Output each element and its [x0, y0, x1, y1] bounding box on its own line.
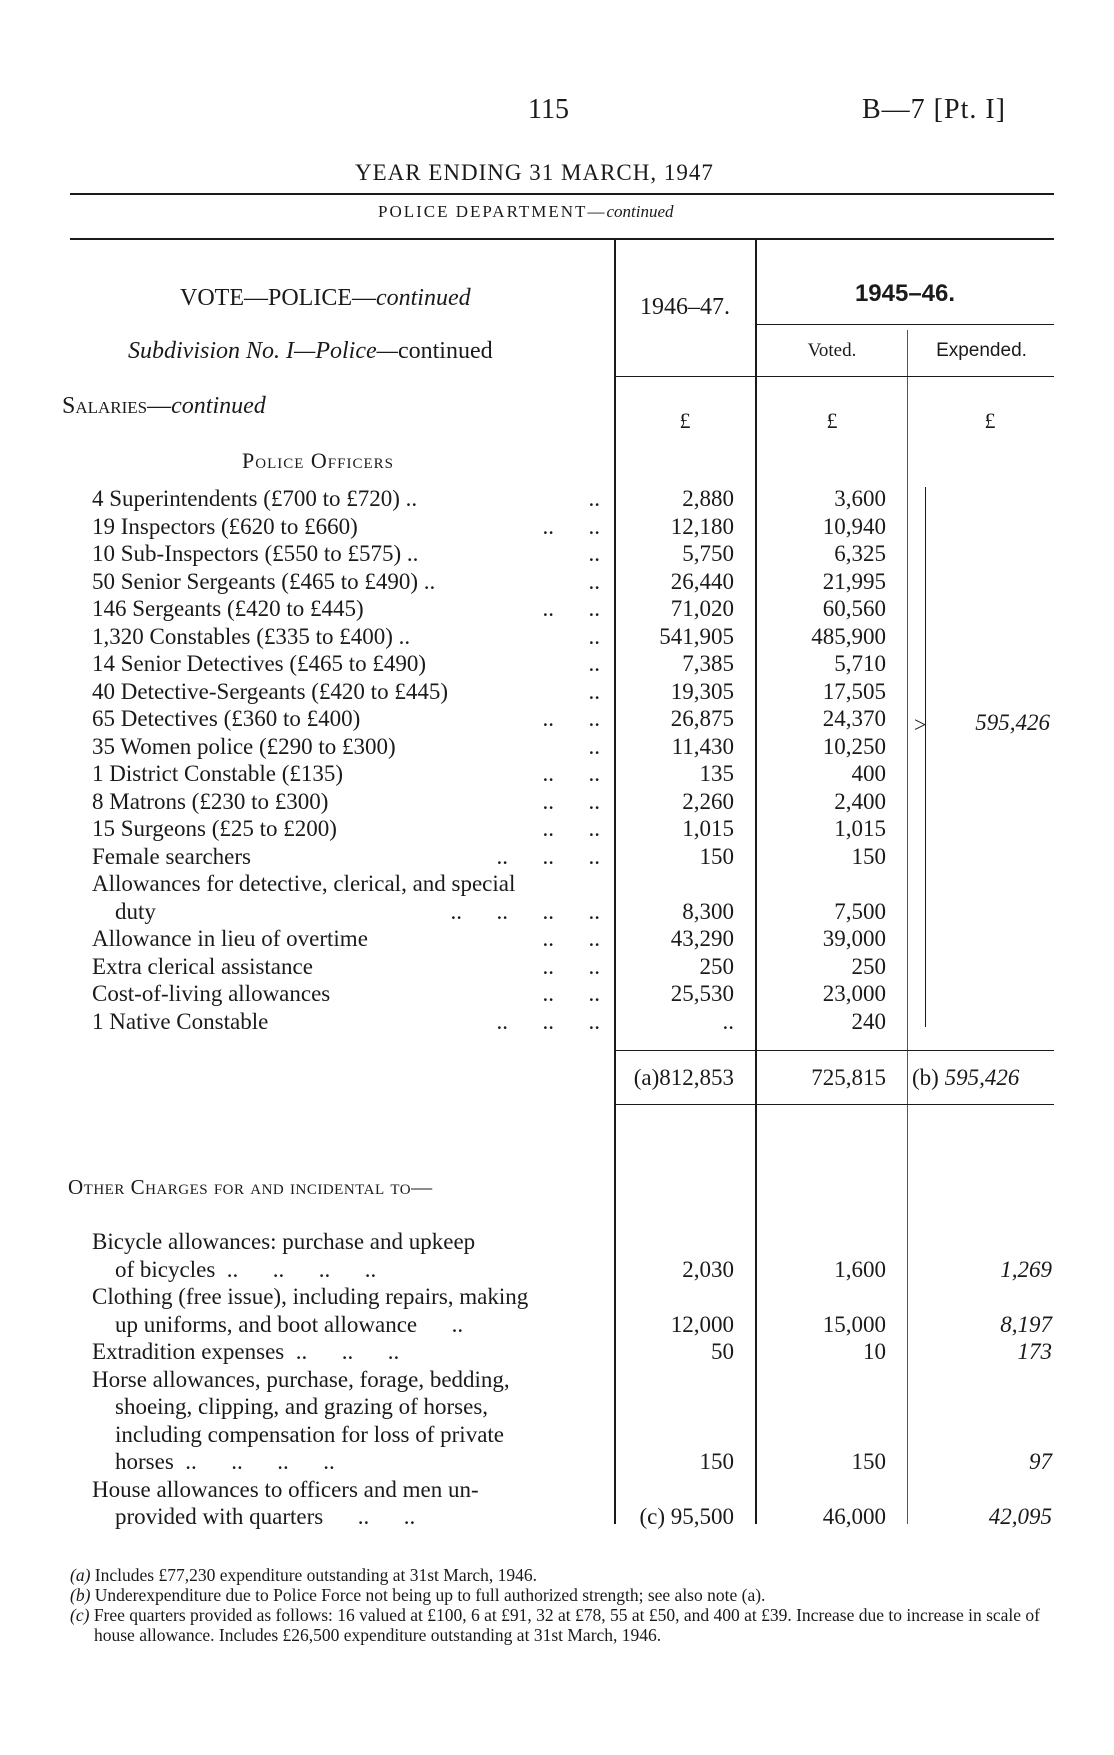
header-rule [614, 376, 1054, 377]
salary-1946-47: 150 [699, 844, 734, 869]
salary-1946-47: 541,905 [659, 624, 734, 649]
salary-1946-47: 250 [699, 954, 734, 979]
leader-dots: .. .. [542, 514, 600, 539]
other-voted: 10 [863, 1339, 886, 1364]
salary-1946-47: 2,880 [682, 486, 734, 511]
other-expended: 1,269 [1000, 1257, 1052, 1282]
group-rule [756, 324, 1054, 325]
salary-row-label: 50 Senior Sergeants (£465 to £490) .. [92, 569, 436, 594]
salary-row-label: Allowance in lieu of overtime [92, 926, 368, 951]
other-1946-47: (c) 95,500 [639, 1504, 734, 1529]
salary-row-label: 4 Superintendents (£700 to £720) .. [92, 486, 418, 511]
salary-row-label: Female searchers [92, 844, 252, 869]
salary-voted: 400 [851, 761, 886, 786]
salary-voted: 6,325 [834, 541, 886, 566]
police-officers-subheading: Police Officers [242, 448, 394, 473]
department-rule [70, 238, 1054, 240]
leader-dots: .. .. [542, 926, 600, 951]
salary-1946-47: 43,290 [670, 926, 734, 951]
total-expended [912, 1065, 1019, 1091]
leader-dots: .. .. .. .. [450, 899, 600, 924]
other-1946-47: 150 [699, 1449, 734, 1474]
other-charge-label: shoeing, clipping, and grazing of horses, [115, 1394, 489, 1419]
total-rule-top [614, 1050, 1054, 1051]
leader-dots: .. .. [542, 789, 600, 814]
footnote-mark: (b) [70, 1585, 91, 1605]
salary-1946-47: 135 [699, 761, 734, 786]
title-rule [70, 193, 1054, 195]
document-reference: B—7 [Pt. I] [862, 94, 1006, 125]
currency-col2: £ [826, 408, 838, 433]
salary-row-label: Extra clerical assistance [92, 954, 313, 979]
leader-dots: .. .. .. [496, 1009, 600, 1034]
currency-col3: £ [984, 408, 996, 433]
other-expended: 173 [1017, 1339, 1052, 1364]
column-voted: Voted. [807, 340, 857, 361]
total-rule-bottom [614, 1104, 1054, 1105]
salary-voted: 2,400 [834, 789, 886, 814]
other-charge-label: Horse allowances, purchase, forage, bedding, [92, 1367, 510, 1392]
other-charge-label: including compensation for loss of private [115, 1422, 505, 1447]
salary-1946-47: 1,015 [682, 816, 734, 841]
salary-voted: 485,900 [811, 624, 886, 649]
other-voted: 46,000 [822, 1504, 886, 1529]
bracket-expended-value: 595,426 [975, 710, 1050, 735]
salary-row-label: 65 Detectives (£360 to £400) [92, 706, 361, 731]
leader-dots: .. .. [542, 981, 600, 1006]
salary-voted: 3,600 [834, 486, 886, 511]
salary-1946-47: 71,020 [670, 596, 734, 621]
salary-voted: 240 [851, 1009, 886, 1034]
salary-row-label: duty [115, 899, 156, 924]
leader-dots: .. .. [542, 596, 600, 621]
leader-dots: .. [588, 486, 600, 511]
salary-1946-47: 26,875 [670, 706, 734, 731]
salary-voted: 1,015 [834, 816, 886, 841]
leader-dots: .. [588, 679, 600, 704]
salary-1946-47: 26,440 [670, 569, 734, 594]
salary-voted: 21,995 [822, 569, 886, 594]
total-expended-note: (b) [912, 1065, 939, 1090]
other-expended: 8,197 [1000, 1312, 1052, 1337]
salary-voted: 10,250 [822, 734, 886, 759]
salary-1946-47: 2,260 [682, 789, 734, 814]
other-1946-47: 50 [711, 1339, 734, 1364]
salary-row-label: 19 Inspectors (£620 to £660) [92, 514, 358, 539]
salary-row-label: 1 Native Constable [92, 1009, 269, 1034]
department-main: POLICE DEPARTMENT— [378, 202, 607, 221]
salary-row-label: 1 District Constable (£135) [92, 761, 344, 786]
other-expended: 42,095 [988, 1504, 1052, 1529]
salary-voted: 24,370 [822, 706, 886, 731]
column-1945-46: 1945–46. [854, 280, 956, 307]
salary-voted: 7,500 [834, 899, 886, 924]
salary-row-label: 35 Women police (£290 to £300) [92, 734, 396, 759]
footnote-text: Underexpenditure due to Police Force not being up to full authorized strength; see also note (a). [94, 1585, 766, 1605]
salary-row-label: 8 Matrons (£230 to £300) [92, 789, 329, 814]
salary-1946-47: 19,305 [670, 679, 734, 704]
running-title: YEAR ENDING 31 MARCH, 1947 [355, 160, 714, 185]
other-charge-label: of bicycles .. .. .. .. [115, 1257, 377, 1282]
table-rule-right [907, 330, 908, 1524]
salary-row-label: 40 Detective-Sergeants (£420 to £445) [92, 679, 448, 704]
leader-dots: .. [588, 569, 600, 594]
other-charge-label: House allowances to officers and men un- [92, 1477, 479, 1502]
other-voted: 1,600 [834, 1257, 886, 1282]
subdivision-prefix: Subdivision No. I—Police— [128, 338, 398, 364]
salary-1946-47: 12,180 [670, 514, 734, 539]
subdivision-title [128, 338, 493, 365]
salary-1946-47: 7,385 [682, 651, 734, 676]
salary-1946-47: 8,300 [682, 899, 734, 924]
footnote-mark: (a) [70, 1565, 91, 1585]
department-continued: continued [606, 202, 674, 221]
currency-col1: £ [679, 408, 691, 433]
salaries-heading [62, 393, 266, 420]
other-charge-label: up uniforms, and boot allowance .. [115, 1312, 464, 1337]
salaries-main: Salaries— [62, 393, 172, 419]
leader-dots: .. .. [542, 816, 600, 841]
salary-voted: 250 [851, 954, 886, 979]
other-charge-label: Clothing (free issue), including repairs, making [92, 1284, 529, 1309]
leader-dots: .. .. .. [496, 844, 600, 869]
salaries-continued: continued [171, 393, 266, 419]
leader-dots: .. [588, 541, 600, 566]
other-charges-heading: Other Charges for and incidental to— [68, 1175, 433, 1199]
salary-row-label: 10 Sub-Inspectors (£550 to £575) .. [92, 541, 419, 566]
leader-dots: .. [588, 651, 600, 676]
other-1946-47: 2,030 [682, 1257, 734, 1282]
footnote-text: Free quarters provided as follows: 16 valued at £100, 6 at £91, 32 at £78, 55 at £50, and 400 at £39. Increase due to increase in scale of house allowance. Includes £26,500 expenditure outstanding at 31st March, 1946. [93, 1605, 1041, 1645]
salary-voted: 17,505 [822, 679, 886, 704]
salary-voted: 5,710 [834, 651, 886, 676]
leader-dots: .. [588, 624, 600, 649]
other-charge-label: Bicycle allowances: purchase and upkeep [92, 1229, 476, 1254]
other-charge-label: Extradition expenses .. .. .. [92, 1339, 400, 1364]
salary-row-label: 1,320 Constables (£335 to £400) .. [92, 624, 411, 649]
salary-row-label: Cost-of-living allowances [92, 981, 331, 1006]
leader-dots: .. .. [542, 954, 600, 979]
salary-row-label: 15 Surgeons (£25 to £200) [92, 816, 337, 841]
column-expended: Expended. [936, 340, 1027, 361]
salary-1946-47: .. [722, 1009, 734, 1034]
vote-continued: continued [375, 285, 471, 311]
salary-1946-47: 25,530 [670, 981, 734, 1006]
leader-dots: .. .. [542, 761, 600, 786]
other-charge-label: horses .. .. .. .. [115, 1449, 335, 1474]
footnote [70, 1565, 1056, 1585]
page-number: 115 [528, 94, 569, 125]
leader-dots: .. .. [542, 706, 600, 731]
expended-brace [914, 487, 926, 1027]
footnote-text: Includes £77,230 expenditure outstanding at 31st March, 1946. [94, 1565, 538, 1585]
department-title [378, 202, 674, 222]
total-1946-47: (a)812,853 [633, 1065, 734, 1090]
salary-row-label: 14 Senior Detectives (£465 to £490) [92, 651, 427, 676]
salary-row-label: 146 Sergeants (£420 to £445) [92, 596, 364, 621]
salary-1946-47: 11,430 [671, 734, 734, 759]
salary-voted: 39,000 [822, 926, 886, 951]
other-1946-47: 12,000 [670, 1312, 734, 1337]
other-charge-label: provided with quarters .. .. [115, 1504, 416, 1529]
salary-voted: 10,940 [822, 514, 886, 539]
total-voted: 725,815 [811, 1065, 886, 1090]
other-expended: 97 [1029, 1449, 1052, 1474]
vote-title [180, 285, 471, 312]
footnote [70, 1605, 1056, 1645]
salary-voted: 150 [851, 844, 886, 869]
subdivision-continued: continued [397, 338, 493, 364]
salary-voted: 60,560 [822, 596, 886, 621]
footnote [70, 1585, 1056, 1605]
salary-1946-47: 5,750 [682, 541, 734, 566]
footnote-mark: (c) [70, 1605, 90, 1625]
leader-dots: .. [588, 734, 600, 759]
total-expended-value: 595,426 [944, 1065, 1020, 1090]
column-1946-47: 1946–47. [640, 294, 730, 320]
brace-point-icon: > [914, 712, 927, 737]
other-voted: 150 [851, 1449, 886, 1474]
salary-voted: 23,000 [822, 981, 886, 1006]
salary-row-label: Allowances for detective, clerical, and special [92, 871, 516, 896]
vote-main: VOTE—POLICE— [180, 285, 376, 311]
other-voted: 15,000 [822, 1312, 886, 1337]
